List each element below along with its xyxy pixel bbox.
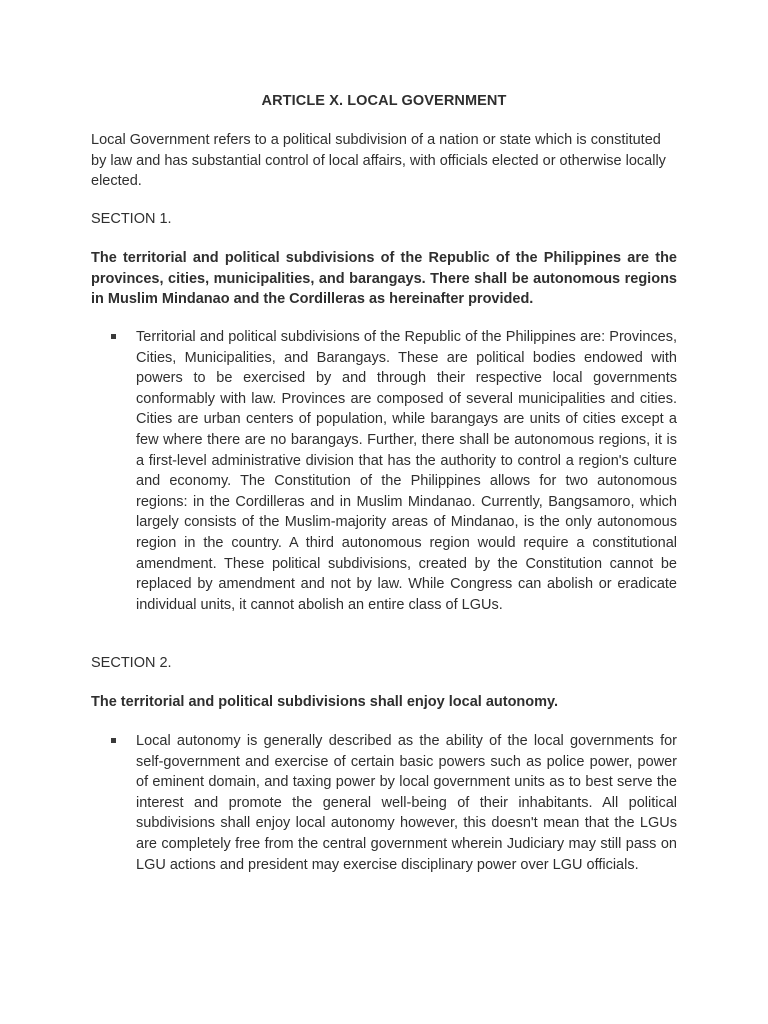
section-2-provision: The territorial and political subdivisions shall enjoy local autonomy. — [91, 694, 559, 710]
intro-paragraph: Local Government refers to a political subdivision of a nation or state which is constituted by law and has substantial control of local affairs, with officials elected or otherwise locally elected. — [91, 132, 666, 190]
section-2-heading: SECTION 2. — [91, 655, 172, 671]
square-bullet-icon — [111, 738, 116, 743]
square-bullet-icon — [111, 334, 116, 339]
section-1-provision: The territorial and political subdivisions of the Republic of the Philippines are the provinces, cities, municipalities, and barangays. There shall be autonomous regions in Muslim Mindanao and the Cordilleras as hereinafter provided. — [91, 250, 677, 308]
section-1-heading: SECTION 1. — [91, 211, 172, 227]
section-1-bullet-text: Territorial and political subdivisions of the Republic of the Philippines are: Provinces, Cities, Municipalities, and Barangays. These are political bodies endowed with powers to be exercised by and through their respective local governments conformably with law. Provinces are composed of several municipalities and cities. Cities are urban centers of population, while barangays are units of cities except a few where there are no barangays. Further, there shall be autonomous regions, it is a first-level administrative division that has the authority to control a region's culture and economy. The Constitution of the Philippines allows for two autonomous regions: in the Cordilleras and in Muslim Mindanao. Currently, Bangsamoro, which largely consists of the Muslim-majority areas of Mindanao, is the only autonomous region in the country. A third autonomous region would require a constitutional amendment. These political subdivisions, created by the Constitution cannot be replaced by amendment and not by law. While Congress can abolish or eradicate individual units, it cannot abolish an entire class of LGUs. — [136, 329, 677, 613]
article-title: ARTICLE X. LOCAL GOVERNMENT — [261, 93, 507, 109]
section-2-bullet-text: Local autonomy is generally described as the ability of the local governments for self-government and exercise of certain basic powers such as police power, power of eminent domain, and taxing power by local government units as to best serve the interest and promote the general well-being of their inhabitants. All political subdivisions shall enjoy local autonomy however, this doesn't mean that the LGUs are completely free from the central government wherein Judiciary may still pass on LGU actions and president may exercise disciplinary power over LGU officials. — [136, 733, 677, 873]
